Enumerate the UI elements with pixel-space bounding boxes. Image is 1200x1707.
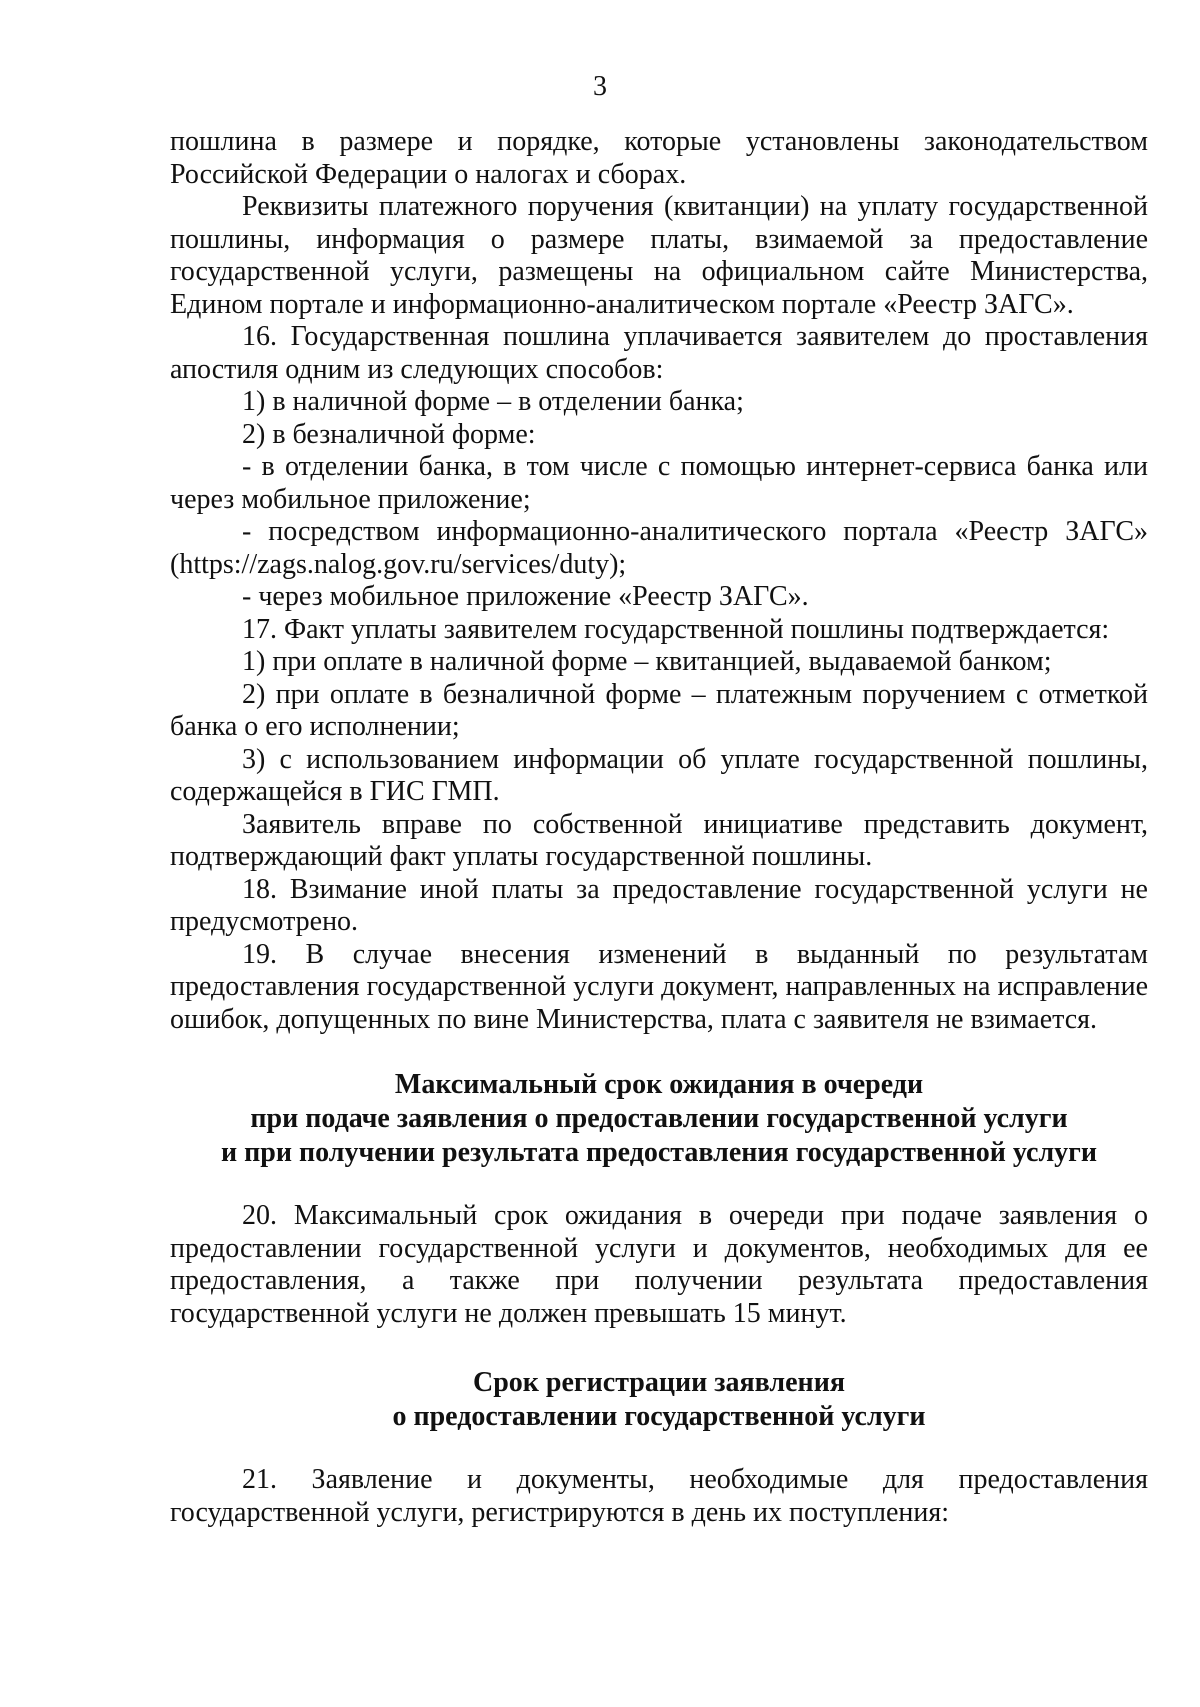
paragraph-18: 18. Взимание иной платы за предоставление государственной услуги не предусмотрено. [170, 873, 1148, 937]
page-number: 3 [593, 71, 607, 102]
section-heading-queue-time [170, 1068, 1148, 1170]
list-item-cash: 1) в наличной форме – в отделении банка; [242, 386, 744, 417]
heading-line: Максимальный срок ожидания в очереди [394, 1069, 924, 1100]
heading-line: Срок регистрации заявления [473, 1367, 845, 1398]
list-item-gis-gmp: 3) с использованием информации об уплате государственной пошлины, содержащейся в ГИС ГМП. [170, 743, 1148, 807]
paragraph-16: 16. Государственная пошлина уплачивается заявителем до проставления апостиля одним из следующих способов: [170, 321, 1148, 385]
section-heading-registration-time [170, 1366, 1148, 1434]
list-item-payment-order: 2) при оплате в безналичной форме – платежным поручением с отметкой банка о его исполнении; [170, 678, 1148, 742]
paragraph-payment-details: Реквизиты платежного поручения (квитанции) на уплату государственной пошлины, информация о размере платы, взимаемой за предоставление государственной услуги, размещены на официальном сайте Министерства, Едином портале и информационно-аналитическом портале «Реестр ЗАГС». [170, 191, 1148, 320]
list-item-bank-branch: - в отделении банка, в том числе с помощью интернет-сервиса банка или через мобильное приложение; [170, 451, 1148, 515]
list-item-portal: - посредством информационно-аналитического портала «Реестр ЗАГС» (https://zags.nalog.gov.ru/services/duty); [170, 516, 1148, 580]
heading-line: и при получении результата предоставления государственной услуги [221, 1137, 1097, 1168]
heading-line: при подаче заявления о предоставлении государственной услуги [250, 1103, 1068, 1134]
paragraph-21: 21. Заявление и документы, необходимые для предоставления государственной услуги, регистрируются в день их поступления: [170, 1464, 1148, 1528]
list-item-cash-receipt: 1) при оплате в наличной форме – квитанцией, выдаваемой банком; [242, 646, 1052, 677]
paragraph-duty-continuation: пошлина в размере и порядке, которые установлены законодательством Российской Федерации о налогах и сборах. [170, 126, 1148, 190]
paragraph-20: 20. Максимальный срок ожидания в очереди при подаче заявления о предоставлении государственной услуги и документов, необходимых для ее предоставления, а также при получении результата предоставления государственной услуги не должен превышать 15 минут. [170, 1200, 1148, 1329]
paragraph-applicant-right: Заявитель вправе по собственной инициативе представить документ, подтверждающий факт уплаты государственной пошлины. [170, 808, 1148, 872]
list-item-cashless: 2) в безналичной форме: [242, 418, 536, 450]
document-body [170, 126, 1148, 1529]
list-item-mobile-app: - через мобильное приложение «Реестр ЗАГС». [242, 581, 809, 612]
paragraph-17: 17. Факт уплаты заявителем государственной пошлины подтверждается: [242, 613, 1110, 645]
paragraph-19: 19. В случае внесения изменений в выданный по результатам предоставления государственной услуги документ, направленных на исправление ошибок, допущенных по вине Министерства, плата с заявителя не взимается. [170, 938, 1148, 1035]
heading-line: о предоставлении государственной услуги [392, 1401, 926, 1432]
